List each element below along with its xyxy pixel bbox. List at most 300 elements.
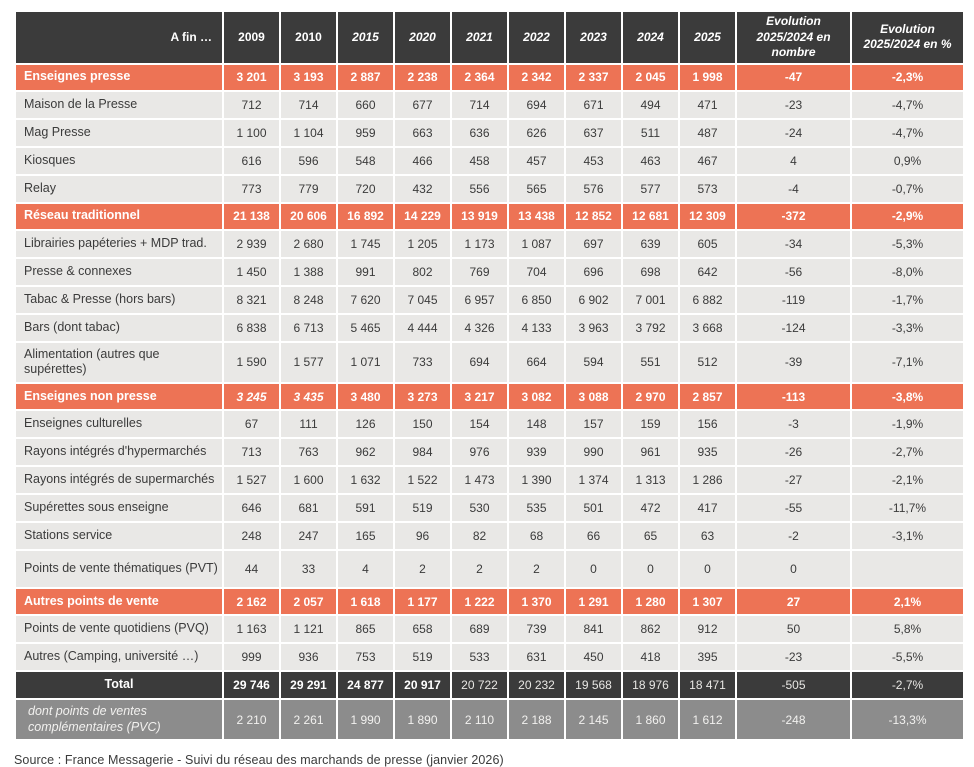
value-cell: 8 248 <box>281 287 336 313</box>
value-cell: 605 <box>680 231 735 257</box>
table-row <box>16 616 963 642</box>
value-cell: 2 110 <box>452 700 507 739</box>
value-cell: 4 444 <box>395 315 450 341</box>
value-cell: 417 <box>680 495 735 521</box>
value-cell: 12 309 <box>680 204 735 229</box>
value-cell: 156 <box>680 411 735 437</box>
value-cell: 7 620 <box>338 287 393 313</box>
table-row <box>16 204 963 229</box>
value-cell: 779 <box>281 176 336 202</box>
value-cell: 1 313 <box>623 467 678 493</box>
value-cell: 939 <box>509 439 564 465</box>
value-cell: 990 <box>566 439 621 465</box>
value-cell: 2,1% <box>852 589 963 614</box>
value-cell: 65 <box>623 523 678 549</box>
value-cell: 1 370 <box>509 589 564 614</box>
value-cell: 4 <box>737 148 850 174</box>
row-label-cell: Rayons intégrés de supermarchés <box>16 467 222 493</box>
value-cell: 512 <box>680 343 735 382</box>
value-cell: -13,3% <box>852 700 963 739</box>
value-cell: 763 <box>281 439 336 465</box>
value-cell: 82 <box>452 523 507 549</box>
value-cell: 1 612 <box>680 700 735 739</box>
value-cell: 8 321 <box>224 287 279 313</box>
value-cell: -3,8% <box>852 384 963 409</box>
value-cell: 2 <box>395 551 450 587</box>
value-cell: 1 071 <box>338 343 393 382</box>
value-cell: 24 877 <box>338 672 393 698</box>
value-cell: 2 887 <box>338 65 393 90</box>
value-cell: 2 261 <box>281 700 336 739</box>
value-cell: 551 <box>623 343 678 382</box>
value-cell: 0 <box>566 551 621 587</box>
value-cell: 12 852 <box>566 204 621 229</box>
value-cell: 3 963 <box>566 315 621 341</box>
row-label-cell: dont points de ventes complémentaires (PVC) <box>16 700 222 739</box>
table-row <box>16 343 963 382</box>
value-cell: 7 045 <box>395 287 450 313</box>
value-cell: 696 <box>566 259 621 285</box>
value-cell: 0 <box>737 551 850 587</box>
value-cell: 63 <box>680 523 735 549</box>
table-row <box>16 700 963 739</box>
row-label-cell: Supérettes sous enseigne <box>16 495 222 521</box>
table-row <box>16 467 963 493</box>
value-cell: 3 193 <box>281 65 336 90</box>
row-label-cell: Presse & connexes <box>16 259 222 285</box>
value-cell: 1 577 <box>281 343 336 382</box>
value-cell: 2 364 <box>452 65 507 90</box>
value-cell: 862 <box>623 616 678 642</box>
value-cell: 639 <box>623 231 678 257</box>
value-cell: 494 <box>623 92 678 118</box>
value-cell: 2 188 <box>509 700 564 739</box>
value-cell: 912 <box>680 616 735 642</box>
value-cell: 3 480 <box>338 384 393 409</box>
value-cell: 1 163 <box>224 616 279 642</box>
row-label-cell: Maison de la Presse <box>16 92 222 118</box>
value-cell: 2 045 <box>623 65 678 90</box>
source-note: Source : France Messagerie - Suivi du réseau des marchands de presse (janvier 2026) <box>14 753 504 767</box>
row-label-cell: Bars (dont tabac) <box>16 315 222 341</box>
value-cell: 1 291 <box>566 589 621 614</box>
value-cell: 999 <box>224 644 279 670</box>
value-cell: -5,3% <box>852 231 963 257</box>
table-row <box>16 176 963 202</box>
value-cell: 3 792 <box>623 315 678 341</box>
value-cell: 2 939 <box>224 231 279 257</box>
value-cell: -2,3% <box>852 65 963 90</box>
value-cell: 0 <box>680 551 735 587</box>
value-cell: -34 <box>737 231 850 257</box>
value-cell: 12 681 <box>623 204 678 229</box>
value-cell: -3 <box>737 411 850 437</box>
value-cell: -8,0% <box>852 259 963 285</box>
value-cell: 0 <box>623 551 678 587</box>
value-cell: 6 838 <box>224 315 279 341</box>
table-row <box>16 148 963 174</box>
value-cell: 6 850 <box>509 287 564 313</box>
value-cell: 962 <box>338 439 393 465</box>
value-cell: 1 222 <box>452 589 507 614</box>
value-cell: 157 <box>566 411 621 437</box>
table-row <box>16 495 963 521</box>
value-cell: 642 <box>680 259 735 285</box>
value-cell: 3 088 <box>566 384 621 409</box>
value-cell: 769 <box>452 259 507 285</box>
value-cell: 432 <box>395 176 450 202</box>
value-cell: 556 <box>452 176 507 202</box>
value-cell: 395 <box>680 644 735 670</box>
value-cell: 2 <box>452 551 507 587</box>
corner-header-cell: A fin … <box>16 12 222 63</box>
value-cell: 1 390 <box>509 467 564 493</box>
value-cell: 636 <box>452 120 507 146</box>
value-cell: 1 104 <box>281 120 336 146</box>
value-cell: 6 902 <box>566 287 621 313</box>
value-cell: -4,7% <box>852 120 963 146</box>
value-cell: 2 680 <box>281 231 336 257</box>
value-cell: 773 <box>224 176 279 202</box>
value-cell: -2,1% <box>852 467 963 493</box>
row-label-cell: Relay <box>16 176 222 202</box>
table-row <box>16 551 963 587</box>
value-cell: 533 <box>452 644 507 670</box>
year-header-cell: 2020 <box>395 12 450 63</box>
value-cell: 671 <box>566 92 621 118</box>
value-cell: 6 957 <box>452 287 507 313</box>
value-cell: -505 <box>737 672 850 698</box>
value-cell: 1 860 <box>623 700 678 739</box>
table-body <box>16 65 963 740</box>
value-cell: 2 162 <box>224 589 279 614</box>
value-cell: 753 <box>338 644 393 670</box>
value-cell: 2 857 <box>680 384 735 409</box>
value-cell: 1 600 <box>281 467 336 493</box>
row-label-cell: Autres points de vente <box>16 589 222 614</box>
year-header-cell: 2015 <box>338 12 393 63</box>
value-cell: 6 713 <box>281 315 336 341</box>
value-cell: -113 <box>737 384 850 409</box>
value-cell: 21 138 <box>224 204 279 229</box>
value-cell: 1 618 <box>338 589 393 614</box>
value-cell: 67 <box>224 411 279 437</box>
value-cell: 681 <box>281 495 336 521</box>
value-cell: 616 <box>224 148 279 174</box>
value-cell: -2,7% <box>852 672 963 698</box>
evolution-header-cell: Evolution 2025/2024 en nombre <box>737 12 850 63</box>
press-outlets-table <box>14 10 965 741</box>
value-cell: 148 <box>509 411 564 437</box>
value-cell: 961 <box>623 439 678 465</box>
value-cell: 841 <box>566 616 621 642</box>
value-cell: 1 087 <box>509 231 564 257</box>
table-row <box>16 411 963 437</box>
row-label-cell: Autres (Camping, université …) <box>16 644 222 670</box>
value-cell: 466 <box>395 148 450 174</box>
value-cell: 248 <box>224 523 279 549</box>
year-header-cell: 2025 <box>680 12 735 63</box>
value-cell: 677 <box>395 92 450 118</box>
value-cell: 20 722 <box>452 672 507 698</box>
value-cell: 637 <box>566 120 621 146</box>
value-cell: 991 <box>338 259 393 285</box>
value-cell: 660 <box>338 92 393 118</box>
value-cell: 13 438 <box>509 204 564 229</box>
value-cell: 453 <box>566 148 621 174</box>
value-cell: -7,1% <box>852 343 963 382</box>
value-cell: 1 286 <box>680 467 735 493</box>
value-cell: 96 <box>395 523 450 549</box>
table-row <box>16 315 963 341</box>
value-cell: 126 <box>338 411 393 437</box>
value-cell: -27 <box>737 467 850 493</box>
value-cell: 596 <box>281 148 336 174</box>
value-cell: 1 100 <box>224 120 279 146</box>
value-cell: 20 232 <box>509 672 564 698</box>
value-cell: 2 145 <box>566 700 621 739</box>
value-cell: 1 527 <box>224 467 279 493</box>
value-cell: 713 <box>224 439 279 465</box>
value-cell: 530 <box>452 495 507 521</box>
value-cell: 13 919 <box>452 204 507 229</box>
value-cell: 1 177 <box>395 589 450 614</box>
value-cell: 712 <box>224 92 279 118</box>
value-cell: 519 <box>395 644 450 670</box>
table-row <box>16 644 963 670</box>
value-cell: 19 568 <box>566 672 621 698</box>
value-cell: 458 <box>452 148 507 174</box>
value-cell: -55 <box>737 495 850 521</box>
value-cell: 2 342 <box>509 65 564 90</box>
value-cell: 33 <box>281 551 336 587</box>
value-cell: 573 <box>680 176 735 202</box>
value-cell: 4 <box>338 551 393 587</box>
table-row <box>16 231 963 257</box>
value-cell: 720 <box>338 176 393 202</box>
value-cell: 1 890 <box>395 700 450 739</box>
value-cell: 457 <box>509 148 564 174</box>
value-cell: -1,7% <box>852 287 963 313</box>
value-cell: 2 057 <box>281 589 336 614</box>
value-cell: 984 <box>395 439 450 465</box>
value-cell: 1 374 <box>566 467 621 493</box>
value-cell: 20 917 <box>395 672 450 698</box>
value-cell: 802 <box>395 259 450 285</box>
table-row <box>16 384 963 409</box>
row-label-cell: Rayons intégrés d'hypermarchés <box>16 439 222 465</box>
value-cell: -372 <box>737 204 850 229</box>
row-label-cell: Réseau traditionnel <box>16 204 222 229</box>
year-header-cell: 2024 <box>623 12 678 63</box>
value-cell: -3,1% <box>852 523 963 549</box>
value-cell: 4 133 <box>509 315 564 341</box>
row-label-cell: Tabac & Presse (hors bars) <box>16 287 222 313</box>
value-cell: 576 <box>566 176 621 202</box>
value-cell: -124 <box>737 315 850 341</box>
value-cell: 3 668 <box>680 315 735 341</box>
value-cell: 577 <box>623 176 678 202</box>
value-cell: 739 <box>509 616 564 642</box>
value-cell: 18 976 <box>623 672 678 698</box>
value-cell: 2 238 <box>395 65 450 90</box>
value-cell: 714 <box>281 92 336 118</box>
value-cell: 663 <box>395 120 450 146</box>
value-cell: 450 <box>566 644 621 670</box>
value-cell: 865 <box>338 616 393 642</box>
value-cell: 29 746 <box>224 672 279 698</box>
value-cell: 694 <box>452 343 507 382</box>
value-cell: -11,7% <box>852 495 963 521</box>
value-cell: 1 205 <box>395 231 450 257</box>
table-row <box>16 65 963 90</box>
value-cell: 1 473 <box>452 467 507 493</box>
value-cell: 519 <box>395 495 450 521</box>
table-header-row <box>16 12 963 63</box>
value-cell: -248 <box>737 700 850 739</box>
value-cell: 1 590 <box>224 343 279 382</box>
value-cell: 7 001 <box>623 287 678 313</box>
value-cell: 698 <box>623 259 678 285</box>
value-cell: -2,7% <box>852 439 963 465</box>
value-cell: 0,9% <box>852 148 963 174</box>
table-row <box>16 523 963 549</box>
value-cell: 1 450 <box>224 259 279 285</box>
value-cell: 2 <box>509 551 564 587</box>
table-row <box>16 672 963 698</box>
value-cell: 3 245 <box>224 384 279 409</box>
value-cell: 535 <box>509 495 564 521</box>
year-header-cell: 2021 <box>452 12 507 63</box>
value-cell: 591 <box>338 495 393 521</box>
value-cell: 1 307 <box>680 589 735 614</box>
value-cell: 511 <box>623 120 678 146</box>
value-cell: 418 <box>623 644 678 670</box>
value-cell: 5 465 <box>338 315 393 341</box>
value-cell: 471 <box>680 92 735 118</box>
evolution-header-cell: Evolution 2025/2024 en % <box>852 12 963 63</box>
value-cell: 27 <box>737 589 850 614</box>
value-cell: 111 <box>281 411 336 437</box>
value-cell: 14 229 <box>395 204 450 229</box>
value-cell: 694 <box>509 92 564 118</box>
row-label-cell: Mag Presse <box>16 120 222 146</box>
value-cell: 646 <box>224 495 279 521</box>
row-label-cell: Points de vente quotidiens (PVQ) <box>16 616 222 642</box>
value-cell: 3 435 <box>281 384 336 409</box>
value-cell: 658 <box>395 616 450 642</box>
value-cell: 631 <box>509 644 564 670</box>
value-cell: 18 471 <box>680 672 735 698</box>
value-cell: 501 <box>566 495 621 521</box>
value-cell: 66 <box>566 523 621 549</box>
value-cell: 1 388 <box>281 259 336 285</box>
value-cell: -3,3% <box>852 315 963 341</box>
value-cell: 247 <box>281 523 336 549</box>
value-cell: 689 <box>452 616 507 642</box>
value-cell: -2,9% <box>852 204 963 229</box>
value-cell: -4,7% <box>852 92 963 118</box>
value-cell: 704 <box>509 259 564 285</box>
value-cell: -47 <box>737 65 850 90</box>
value-cell: 2 337 <box>566 65 621 90</box>
value-cell: -119 <box>737 287 850 313</box>
value-cell: -39 <box>737 343 850 382</box>
value-cell: 1 990 <box>338 700 393 739</box>
year-header-cell: 2009 <box>224 12 279 63</box>
value-cell: 1 121 <box>281 616 336 642</box>
year-header-cell: 2010 <box>281 12 336 63</box>
row-label-cell: Enseignes culturelles <box>16 411 222 437</box>
value-cell: -0,7% <box>852 176 963 202</box>
value-cell: 565 <box>509 176 564 202</box>
value-cell: 159 <box>623 411 678 437</box>
value-cell: 626 <box>509 120 564 146</box>
value-cell: 548 <box>338 148 393 174</box>
value-cell: 3 273 <box>395 384 450 409</box>
value-cell: 68 <box>509 523 564 549</box>
value-cell: 3 201 <box>224 65 279 90</box>
table-row <box>16 259 963 285</box>
value-cell: 150 <box>395 411 450 437</box>
table-row <box>16 287 963 313</box>
value-cell: 50 <box>737 616 850 642</box>
row-label-cell: Librairies papéteries + MDP trad. <box>16 231 222 257</box>
table-row <box>16 589 963 614</box>
value-cell: 29 291 <box>281 672 336 698</box>
value-cell: 2 210 <box>224 700 279 739</box>
value-cell: 472 <box>623 495 678 521</box>
row-label-cell: Enseignes non presse <box>16 384 222 409</box>
value-cell: 44 <box>224 551 279 587</box>
value-cell: 976 <box>452 439 507 465</box>
value-cell: 3 217 <box>452 384 507 409</box>
table-row <box>16 120 963 146</box>
value-cell: -24 <box>737 120 850 146</box>
value-cell: 959 <box>338 120 393 146</box>
value-cell: 6 882 <box>680 287 735 313</box>
value-cell: 1 998 <box>680 65 735 90</box>
value-cell <box>852 551 963 587</box>
value-cell: -23 <box>737 644 850 670</box>
value-cell: 4 326 <box>452 315 507 341</box>
value-cell: 1 280 <box>623 589 678 614</box>
row-label-cell: Total <box>16 672 222 698</box>
value-cell: 1 173 <box>452 231 507 257</box>
value-cell: 16 892 <box>338 204 393 229</box>
value-cell: 594 <box>566 343 621 382</box>
value-cell: -26 <box>737 439 850 465</box>
table-row <box>16 439 963 465</box>
row-label-cell: Stations service <box>16 523 222 549</box>
value-cell: 935 <box>680 439 735 465</box>
value-cell: -1,9% <box>852 411 963 437</box>
row-label-cell: Alimentation (autres que supérettes) <box>16 343 222 382</box>
value-cell: -2 <box>737 523 850 549</box>
value-cell: 154 <box>452 411 507 437</box>
value-cell: 936 <box>281 644 336 670</box>
row-label-cell: Enseignes presse <box>16 65 222 90</box>
value-cell: 714 <box>452 92 507 118</box>
row-label-cell: Points de vente thématiques (PVT) <box>16 551 222 587</box>
value-cell: 467 <box>680 148 735 174</box>
value-cell: 1 632 <box>338 467 393 493</box>
value-cell: -4 <box>737 176 850 202</box>
value-cell: 5,8% <box>852 616 963 642</box>
value-cell: -5,5% <box>852 644 963 670</box>
table-row <box>16 92 963 118</box>
year-header-cell: 2023 <box>566 12 621 63</box>
